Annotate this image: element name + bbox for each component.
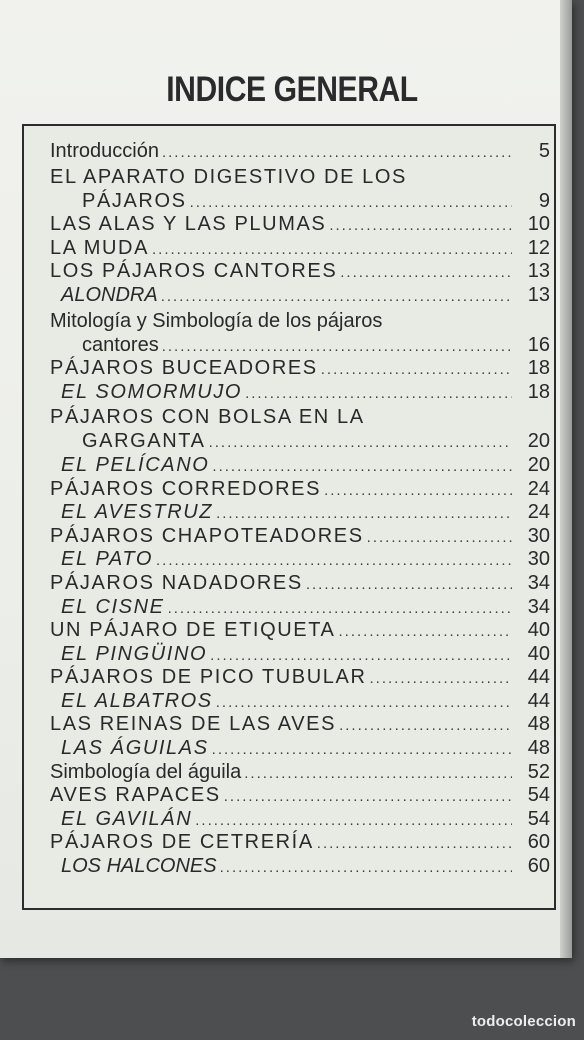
toc-entry-label: PÁJAROS DE PICO TUBULAR xyxy=(50,666,367,689)
toc-entry-nadadores xyxy=(50,572,550,596)
leader-dots xyxy=(317,832,512,856)
toc-entry-label: LAS ÁGUILAS xyxy=(61,737,209,760)
leader-dots xyxy=(339,620,513,644)
toc-entry-etiqueta xyxy=(50,619,550,643)
toc-entry-pinguino xyxy=(50,643,550,667)
toc-entry-page: 24 xyxy=(527,501,550,524)
leader-dots xyxy=(152,238,512,262)
toc-entry-label: PÁJAROS CON BOLSA EN LA xyxy=(50,406,365,429)
toc-entry-page: 12 xyxy=(527,236,550,259)
toc-entry-label: UN PÁJARO DE ETIQUETA xyxy=(50,619,336,642)
leader-dots xyxy=(212,738,512,762)
toc-entry-page: 30 xyxy=(527,548,550,571)
toc-entry-page: 18 xyxy=(527,357,550,380)
toc-entry-label: Simbología del águila xyxy=(50,760,242,783)
toc-entry-aparato-digestivo-cont xyxy=(50,190,550,214)
leader-dots xyxy=(324,479,512,503)
leader-dots xyxy=(224,785,512,809)
toc-entry-chapoteadores xyxy=(50,525,550,549)
toc-entry-page: 16 xyxy=(527,333,550,356)
toc-entry-pico-tubular xyxy=(50,666,550,690)
toc-entry-halcones xyxy=(50,855,550,879)
toc-entry-page: 18 xyxy=(527,380,550,403)
toc-entry-introduccion xyxy=(50,140,550,164)
leader-dots xyxy=(162,141,512,165)
toc-entry-aparato-digestivo xyxy=(50,164,550,190)
toc-entry-cetreria xyxy=(50,831,550,855)
toc-entry-aguilas xyxy=(50,737,550,761)
leader-dots xyxy=(209,431,512,455)
leader-dots xyxy=(340,261,512,285)
toc-list xyxy=(50,140,550,879)
toc-entry-label: PÁJAROS BUCEADORES xyxy=(50,357,318,380)
toc-entry-somormujo xyxy=(50,381,550,405)
toc-entry-label: EL CISNE xyxy=(61,595,165,618)
toc-entry-page: 30 xyxy=(527,524,550,547)
toc-entry-label: EL PATO xyxy=(61,548,153,571)
toc-entry-page: 13 xyxy=(527,283,550,306)
toc-entry-alas-plumas xyxy=(50,213,550,237)
toc-entry-label: EL PELÍCANO xyxy=(61,453,210,476)
toc-entry-label: EL GAVILÁN xyxy=(61,807,193,830)
toc-entry-mitologia-cont xyxy=(50,334,550,358)
toc-entry-page: 44 xyxy=(527,689,550,712)
toc-entry-page: 13 xyxy=(527,260,550,283)
toc-entry-page: 10 xyxy=(527,213,550,236)
leader-dots xyxy=(190,191,512,215)
leader-dots xyxy=(244,762,512,786)
toc-entry-page: 54 xyxy=(527,807,550,830)
toc-entry-bolsa-garganta-cont xyxy=(50,430,550,454)
toc-entry-page: 44 xyxy=(527,666,550,689)
toc-entry-label: EL APARATO DIGESTIVO DE LOS xyxy=(50,165,407,188)
toc-entry-page: 20 xyxy=(527,430,550,453)
toc-entry-gavilan xyxy=(50,808,550,832)
toc-entry-label: PÁJAROS CORREDORES xyxy=(50,477,322,500)
toc-entry-page: 48 xyxy=(527,737,550,760)
toc-entry-page: 40 xyxy=(527,619,550,642)
leader-dots xyxy=(212,455,512,479)
toc-entry-page: 5 xyxy=(538,140,550,162)
toc-entry-simbologia-aguila xyxy=(50,761,550,785)
toc-entry-label: ALONDRA xyxy=(61,283,158,306)
toc-entry-label: PÁJAROS CHAPOTEADORES xyxy=(50,524,364,547)
toc-entry-reinas-aves xyxy=(50,713,550,737)
toc-entry-page: 48 xyxy=(527,713,550,736)
toc-entry-page: 54 xyxy=(527,784,550,807)
toc-entry-page: 40 xyxy=(527,642,550,665)
toc-entry-pelicano xyxy=(50,454,550,478)
toc-entry-pajaros-cantores xyxy=(50,260,550,284)
toc-entry-label: PÁJAROS DE CETRERÍA xyxy=(50,831,314,854)
toc-entry-page: 34 xyxy=(527,595,550,618)
toc-entry-alondra xyxy=(50,284,550,308)
leader-dots xyxy=(162,335,512,359)
leader-dots xyxy=(216,691,512,715)
leader-dots xyxy=(370,667,513,691)
toc-entry-label: GARGANTA xyxy=(82,430,206,453)
toc-entry-label: LAS REINAS DE LAS AVES xyxy=(50,713,337,736)
leader-dots xyxy=(367,526,512,550)
leader-dots xyxy=(339,714,512,738)
toc-entry-page: 9 xyxy=(538,189,550,212)
toc-entry-avestruz xyxy=(50,501,550,525)
toc-entry-label: PÁJAROS NADADORES xyxy=(50,571,303,594)
toc-entry-label: EL PINGÜINO xyxy=(61,642,208,665)
toc-entry-page: 24 xyxy=(527,477,550,500)
leader-dots xyxy=(245,382,512,406)
toc-frame xyxy=(22,124,556,910)
toc-entry-page: 60 xyxy=(527,855,550,878)
leader-dots xyxy=(195,809,512,833)
toc-entry-page: 52 xyxy=(527,760,550,783)
page-edge xyxy=(560,0,572,958)
leader-dots xyxy=(306,573,512,597)
toc-entry-albatros xyxy=(50,690,550,714)
toc-entry-label: Mitología y Simbología de los pájaros xyxy=(50,309,383,332)
toc-entry-label: EL SOMORMUJO xyxy=(61,380,243,403)
toc-entry-mitologia xyxy=(50,308,550,334)
toc-entry-label: LOS PÁJAROS CANTORES xyxy=(50,260,338,283)
toc-entry-label: LA MUDA xyxy=(50,236,150,259)
toc-entry-rapaces xyxy=(50,784,550,808)
toc-entry-label: Introducción xyxy=(50,140,159,162)
toc-entry-page: 34 xyxy=(527,571,550,594)
toc-entry-cisne xyxy=(50,596,550,620)
toc-entry-label: cantores xyxy=(82,333,159,356)
toc-entry-label: EL AVESTRUZ xyxy=(61,501,214,524)
leader-dots xyxy=(329,214,512,238)
toc-entry-pato xyxy=(50,548,550,572)
leader-dots xyxy=(220,856,512,880)
watermark-logo: todocoleccion xyxy=(471,1013,576,1030)
toc-entry-buceadores xyxy=(50,357,550,381)
leader-dots xyxy=(168,597,512,621)
leader-dots xyxy=(321,358,512,382)
toc-entry-muda xyxy=(50,237,550,261)
toc-entry-corredores xyxy=(50,478,550,502)
toc-entry-label: LAS ALAS Y LAS PLUMAS xyxy=(50,213,327,236)
leader-dots xyxy=(210,644,512,668)
toc-entry-label: AVES RAPACES xyxy=(50,784,221,807)
leader-dots xyxy=(156,549,512,573)
page-title: INDICE GENERAL xyxy=(166,70,418,109)
toc-entry-page: 20 xyxy=(527,453,550,476)
toc-entry-label: LOS HALCONES xyxy=(61,855,217,878)
toc-entry-page: 60 xyxy=(527,831,550,854)
toc-entry-label: PÁJAROS xyxy=(82,189,187,212)
leader-dots xyxy=(216,502,512,526)
toc-entry-bolsa-garganta xyxy=(50,404,550,430)
toc-entry-label: EL ALBATROS xyxy=(61,689,213,712)
leader-dots xyxy=(161,285,512,309)
